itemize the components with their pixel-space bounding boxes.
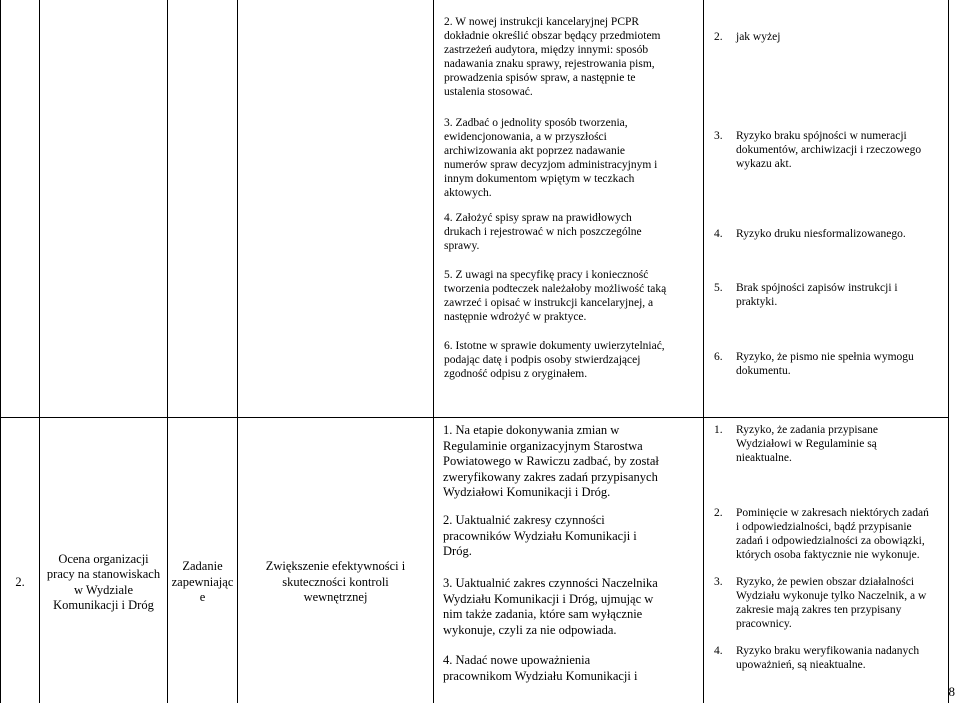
goal-cell [238, 418, 433, 703]
row-number: 2. [15, 574, 25, 589]
goal: Zwiększenie efektywności i skuteczności kontroli wewnętrznej [265, 559, 406, 605]
risk-text: Pominięcie w zakresach niektórych zadań i odpowiedzialności, bądź przypisanie zadań i odpowiedzialności za obowiązki, których osoba faktycznie nie wykonuje. [736, 507, 929, 561]
risk-number: 2. [714, 507, 723, 519]
risk-item [714, 30, 946, 44]
area-cell [40, 418, 167, 703]
task-item: 6. Istotne w sprawie dokumenty uwierzytelniać, podając datę i podpis osoby stwierdzającej zgodność odpisu z oryginałem. [444, 340, 665, 380]
risk-text: Ryzyko, że pismo nie spełnia wymogu dokumentu. [736, 351, 914, 377]
task-type: Zadanie zapewniając e [171, 559, 234, 605]
risk-number: 1. [714, 424, 723, 436]
task-item: 1. Na etapie dokonywania zmian w Regulaminie organizacyjnym Starostwa Powiatowego w Rawiczu zadbać, by został zweryfikowany zakres zadań przypisanych Wydziałowi Komunikacji i Dróg. [443, 423, 659, 499]
risk-text: Ryzyko braku spójności w numeracji dokumentów, archiwizacji i rzeczowego wykazu akt. [736, 130, 922, 170]
page-number: 8 [948, 684, 955, 699]
task-item: 3. Uaktualnić zakres czynności Naczelnika Wydziału Komunikacji i Dróg, ujmując w nim także zadania, które sam wyłącznie wykonuje, czyli za nie odpowiada. [443, 576, 658, 637]
task-item: 2. W nowej instrukcji kancelaryjnej PCPR dokładnie określić obszar będący przedmiotem zastrzeżeń audytora, między innymi: sposób nadawania znaku sprawy, rejestrowania pism, prowadzenia spisów spraw, a następnie te ustalenia stosować. [444, 16, 661, 98]
task-type-cell [168, 418, 237, 703]
risk-item [714, 506, 948, 562]
task-item: 5. Z uwagi na specyfikę pracy i konieczność tworzenia podteczek należałoby możliwość taką zawrzeć i opisać w instrukcji kancelaryjnej, a następnie wdrożyć w praktyce. [444, 269, 667, 323]
risk-number: 3. [714, 130, 723, 142]
column-divider-4 [433, 0, 434, 703]
risk-text: Ryzyko braku weryfikowania nadanych upoważnień, są nieaktualne. [736, 645, 920, 671]
risk-item [714, 575, 948, 631]
risk-number: 6. [714, 351, 723, 363]
risk-text: Brak spójności zapisów instrukcji i praktyki. [736, 282, 898, 308]
risk-number: 2. [714, 31, 723, 43]
risk-number: 5. [714, 282, 723, 294]
task-item: 4. Założyć spisy spraw na prawidłowych drukach i rejestrować w nich poszczególne sprawy. [444, 212, 642, 252]
risk-text: Ryzyko druku niesformalizowanego. [736, 228, 906, 240]
risk-item [714, 227, 946, 241]
risk-item [714, 129, 946, 171]
risk-number: 3. [714, 576, 723, 588]
task-item: 3. Zadbać o jednolity sposób tworzenia, ewidencjonowania, a w przyszłości archiwizowania akt poprzez nadawanie numerów spraw decyzjom administracyjnym i innym dokumentom wpiętym w teczkach aktowych. [444, 117, 658, 199]
risk-text: jak wyżej [736, 31, 781, 43]
audit-area: Ocena organizacji pracy na stanowiskach w Wydziale Komunikacji i Dróg [46, 551, 161, 612]
task-item: 2. Uaktualnić zakresy czynności pracowników Wydziału Komunikacji i Dróg. [443, 513, 637, 558]
risk-text: Ryzyko, że zadania przypisane Wydziałowi w Regulaminie są nieaktualne. [736, 424, 878, 464]
task-item: 4. Nadać nowe upoważnienia pracownikom Wydziału Komunikacji i [443, 653, 638, 683]
row-number-cell [0, 418, 40, 703]
risk-item [714, 281, 946, 309]
risk-item [714, 350, 946, 378]
risk-item [714, 423, 948, 465]
column-divider-5 [703, 0, 704, 703]
risk-text: Ryzyko, że pewien obszar działalności Wydziału wykonuje tylko Naczelnik, a w zakresie mają zakres ten przypisany pracownicy. [736, 576, 927, 630]
table-border-right [948, 0, 949, 703]
risk-number: 4. [714, 645, 723, 657]
risk-item [714, 644, 948, 672]
risk-number: 4. [714, 228, 723, 240]
